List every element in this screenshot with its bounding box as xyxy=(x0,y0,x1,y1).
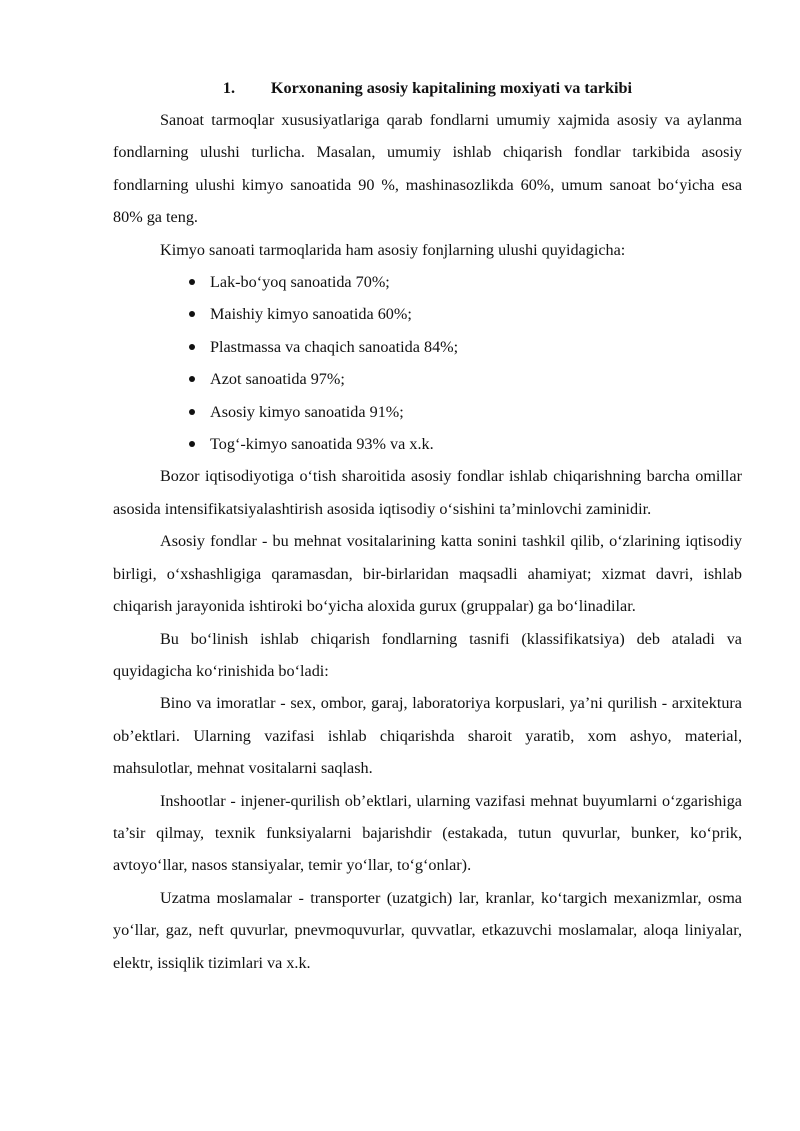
section-number: 1. xyxy=(222,79,236,97)
section-title: Korxonaning asosiy kapitalining moxiyati va tarkibi xyxy=(270,79,633,97)
list-item xyxy=(189,363,742,395)
bullet-icon xyxy=(189,344,195,350)
list-item xyxy=(189,298,742,330)
paragraph: Bozor iqtisodiyotiga o‘tish sharoitida asosiy fondlar ishlab chiqarishning barcha omillar asosida intensifikatsiyalashtirish asosida iqtisodiy o‘sishini ta’minlovchi zaminidir. xyxy=(113,467,742,518)
bullet-list xyxy=(113,266,742,460)
list-item xyxy=(189,266,742,298)
bullet-icon xyxy=(189,441,195,447)
list-item-text: Asosiy kimyo sanoatida 91%; xyxy=(210,402,404,421)
bullet-icon xyxy=(189,409,195,415)
paragraph: Asosiy fondlar - bu mehnat vositalarining katta sonini tashkil qilib, o‘zlarining iqtisodiy birligi, o‘xshashligiga qaramasdan, bir-birlaridan maqsadli ahamiyat; xizmat davri, ishlab chiqarish jarayonida ishtiroki bo‘yicha aloxida gurux (gruppalar) ga bo‘linadilar. xyxy=(113,532,742,616)
list-item-text: Tog‘-kimyo sanoatida 93% va x.k. xyxy=(210,435,434,454)
bullet-icon xyxy=(189,311,195,317)
paragraph: Kimyo sanoati tarmoqlarida ham asosiy fonjlarning ulushi quyidagicha: xyxy=(160,240,626,259)
paragraph: Bino va imoratlar - sex, ombor, garaj, laboratoriya korpuslari, ya’ni qurilish - arxitektura ob’ektlari. Ularning vazifasi ishlab chiqarishda sharoit yaratib, xom ashyo, material, mahsulotlar, mehnat vositalarni saqlash. xyxy=(113,694,742,778)
bullet-icon xyxy=(189,376,195,382)
paragraph: Bu bo‘linish ishlab chiqarish fondlarning tasnifi (klassifikatsiya) deb ataladi va quyidagicha ko‘rinishida bo‘ladi: xyxy=(113,629,742,680)
list-item-text: Azot sanoatida 97%; xyxy=(210,370,345,389)
section-heading xyxy=(113,72,742,104)
list-item xyxy=(189,331,742,363)
paragraph: Sanoat tarmoqlar xususiyatlariga qarab fondlarni umumiy xajmida asosiy va aylanma fondlarning ulushi turlicha. Masalan, umumiy ishlab chiqarish fondlar tarkibida asosiy fondlarning ulushi kimyo sanoatida 90 %, mashinasozlikda 60%, umum sanoat bo‘yicha esa 80% ga teng. xyxy=(113,111,742,227)
list-item xyxy=(189,396,742,428)
paragraph: Inshootlar - injener-qurilish ob’ektlari, ularning vazifasi mehnat buyumlarni o‘zgarishiga ta’sir qilmay, texnik funksiyalarni bajarishdir (estakada, tutun quvurlar, bunker, ko‘prik, avtoyo‘llar, nasos stansiyalar, temir yo‘llar, to‘g‘onlar). xyxy=(113,791,742,875)
paragraph: Uzatma moslamalar - transporter (uzatgich) lar, kranlar, ko‘targich mexanizmlar, osma yo‘llar, gaz, neft quvurlar, pnevmoquvurlar, quvvatlar, etkazuvchi moslamalar, aloqa liniyalar, elektr, issiqlik tizimlari va x.k. xyxy=(113,888,742,972)
list-item-text: Plastmassa va chaqich sanoatida 84%; xyxy=(210,337,459,356)
list-item-text: Maishiy kimyo sanoatida 60%; xyxy=(210,305,412,324)
document-page xyxy=(113,72,742,979)
list-item xyxy=(189,428,742,460)
list-item-text: Lak-bo‘yoq sanoatida 70%; xyxy=(210,273,390,292)
bullet-icon xyxy=(189,279,195,285)
